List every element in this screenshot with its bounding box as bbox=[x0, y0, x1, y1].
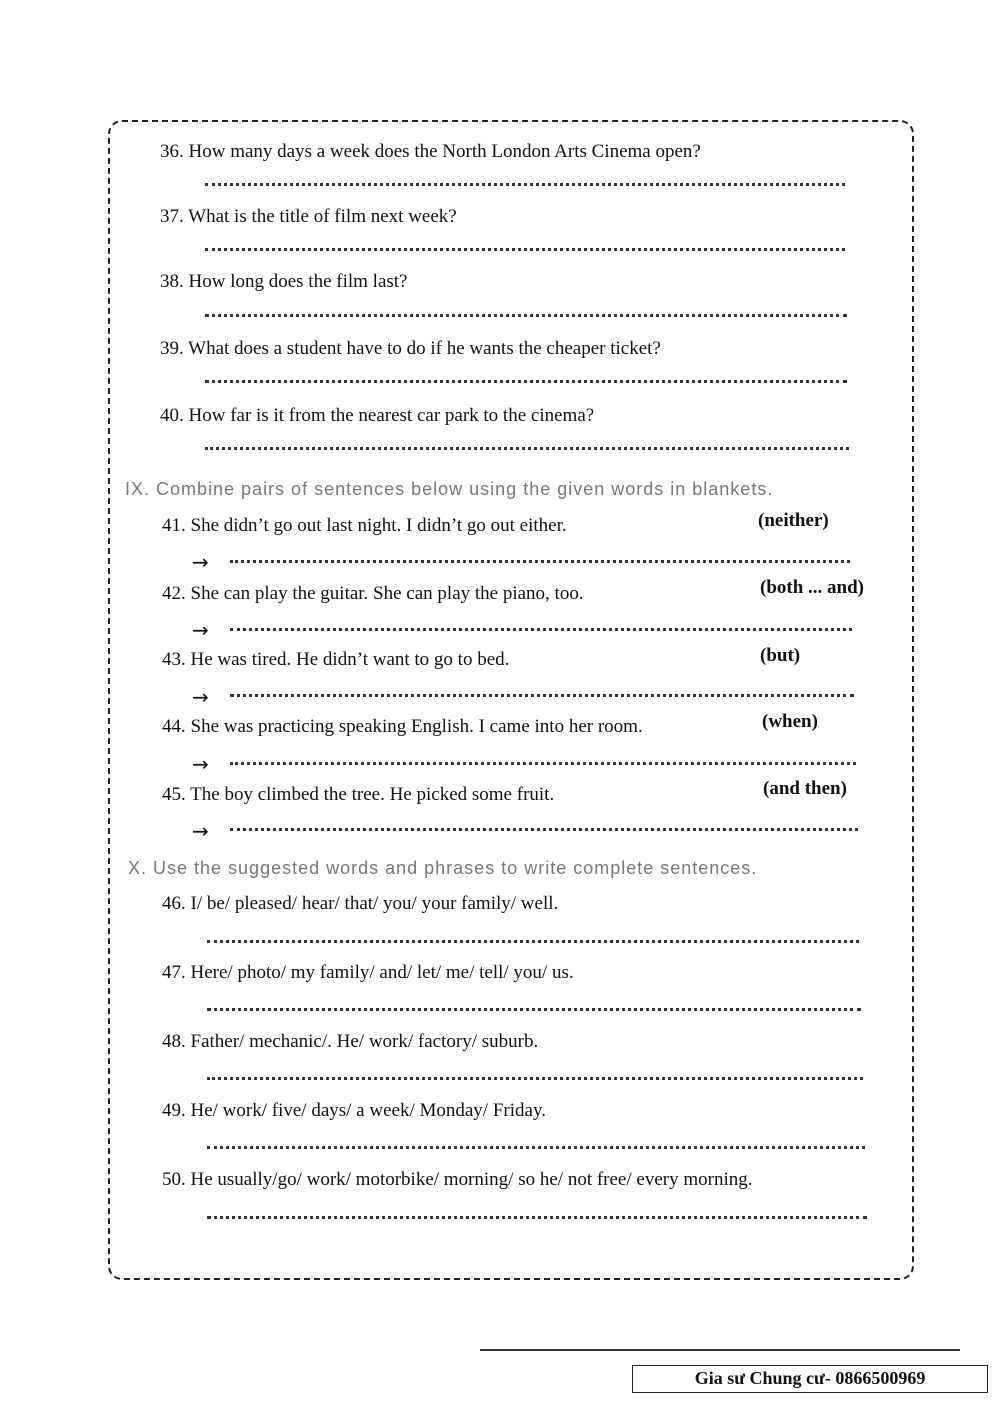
hint-41: (neither) bbox=[758, 510, 829, 531]
question-47: 47. Here/ photo/ my family/ and/ let/ me/ tell/ you/ us. bbox=[162, 962, 574, 983]
question-40: 40. How far is it from the nearest car park to the cinema? bbox=[160, 405, 595, 426]
question-36: 36. How many days a week does the North London Arts Cinema open? bbox=[160, 141, 701, 162]
question-50: 50. He usually/go/ work/ motorbike/ morning/ so he/ not free/ every morning. bbox=[162, 1169, 753, 1190]
answer-line-44[interactable] bbox=[230, 762, 856, 765]
question-37: 37. What is the title of film next week? bbox=[160, 206, 457, 227]
answer-line-49[interactable] bbox=[207, 1146, 865, 1149]
question-42: 42. She can play the guitar. She can play the piano, too. bbox=[162, 583, 584, 604]
section-ix-title: IX. Combine pairs of sentences below using the given words in blankets. bbox=[125, 479, 774, 499]
answer-line-39[interactable] bbox=[205, 380, 847, 383]
hint-45: (and then) bbox=[763, 778, 847, 799]
answer-line-43[interactable] bbox=[230, 694, 854, 697]
answer-line-47[interactable] bbox=[207, 1008, 861, 1011]
question-41: 41. She didn’t go out last night. I didn’t go out either. bbox=[162, 515, 567, 536]
hint-43: (but) bbox=[760, 645, 801, 666]
question-46: 46. I/ be/ pleased/ hear/ that/ you/ your family/ well. bbox=[162, 893, 559, 914]
answer-line-40[interactable] bbox=[205, 447, 849, 450]
arrow-icon: → bbox=[192, 685, 209, 709]
answer-line-45[interactable] bbox=[230, 828, 858, 831]
section-x-title: X. Use the suggested words and phrases to write complete sentences. bbox=[128, 858, 758, 878]
footer-divider bbox=[480, 1349, 960, 1351]
answer-line-37[interactable] bbox=[205, 248, 845, 251]
answer-line-42[interactable] bbox=[230, 628, 852, 631]
arrow-icon: → bbox=[192, 752, 209, 776]
answer-line-36[interactable] bbox=[205, 183, 845, 186]
question-49: 49. He/ work/ five/ days/ a week/ Monday/ Friday. bbox=[162, 1100, 546, 1121]
answer-line-50[interactable] bbox=[207, 1216, 867, 1219]
question-44: 44. She was practicing speaking English. I came into her room. bbox=[162, 716, 643, 737]
answer-line-41[interactable] bbox=[230, 560, 850, 563]
question-39: 39. What does a student have to do if he wants the cheaper ticket? bbox=[160, 338, 661, 359]
question-43: 43. He was tired. He didn’t want to go to bed. bbox=[162, 649, 510, 670]
arrow-icon: → bbox=[192, 618, 209, 642]
question-45: 45. The boy climbed the tree. He picked some fruit. bbox=[162, 784, 555, 805]
answer-line-38[interactable] bbox=[205, 314, 847, 317]
arrow-icon: → bbox=[192, 819, 209, 843]
footer-label: Gia sư Chung cư- 0866500969 bbox=[632, 1365, 988, 1393]
hint-42: (both ... and) bbox=[760, 577, 864, 598]
question-38: 38. How long does the film last? bbox=[160, 271, 408, 292]
answer-line-48[interactable] bbox=[207, 1077, 863, 1080]
answer-line-46[interactable] bbox=[207, 940, 859, 943]
arrow-icon: → bbox=[192, 550, 209, 574]
question-48: 48. Father/ mechanic/. He/ work/ factory/ suburb. bbox=[162, 1031, 539, 1052]
hint-44: (when) bbox=[762, 711, 818, 732]
